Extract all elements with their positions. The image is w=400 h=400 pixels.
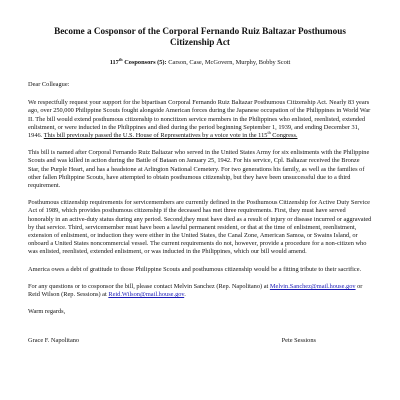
paragraph-intro-text: We respectfully request your support for the bipartisan Corporal Fernando Ruiz Baltazar Posthumous Citizenship Act. Nearly 83 years ago, over 250,000 Philippine Scouts fought alongside American forces during the Japanese occupation of the Philippines in World War II. The bill would extend posthumous citizenship to noncitizen service members in the Philippines who enlisted, reenlisted, extended enlistment, or were inducted in the Philippines and died during the period beginning September 1, 1939, and ending December 31, 1946. <box>28 99 371 140</box>
congress-number: 117 <box>109 58 119 66</box>
previous-passage-end: Congress. <box>270 132 298 140</box>
closing: Warm regards, <box>28 308 66 316</box>
page-title: Become a Cosponsor of the Corporal Fernando Ruiz Baltazar Posthumous Citizenship Act <box>54 26 346 48</box>
contact-text-before: For any questions or to cosponsor the bill, please contact Melvin Sanchez (Rep. Napolitano) at <box>28 282 270 290</box>
paragraph-gratitude: America owes a debt of gratitude to those Philippine Scouts and posthumous citizenship would be a fitting tribute to their sacrifice. <box>28 265 362 273</box>
previous-passage-note <box>43 129 298 140</box>
paragraph-contact <box>28 283 372 299</box>
paragraph-requirements: Posthumous citizenship requirements for servicemembers are currently defined in the Posthumous Citizenship for Active Duty Service Act of 1989, which provides posthumous citizenship if the deceased has met three requirements. First, they must have served honorably in an active-duty status during any period. Second,they must have died as a result of injury or disease incurred or aggravated by that service. Third, servicemember must have been a lawful permanent resident, or that at the time of enlistment, reenlistment, extension of enlistment, or induction they were either in the United States, the Canal Zone, American Samoa, or Swains Island, or onboard a United States noncommercial vessel. The current requirements do not, however, provide a procedure for a non-citizen who was enlisted, reenlisted, extended enlistment, or was inducted in the Philippines, which our bill would amend. <box>28 199 372 256</box>
previous-passage-text: This bill previously passed the U.S. House of Representatives by a voice vote in the 115 <box>43 132 268 140</box>
previous-passage-ordinal: th <box>267 129 271 135</box>
greeting: Dear Colleague: <box>28 81 70 89</box>
cosponsors-line <box>28 56 372 67</box>
contact-text-after: . <box>184 291 186 299</box>
email-link-wilson[interactable]: Reid.Wilson@mail.house.gov <box>108 291 185 299</box>
cosponsor-names: Carson, Case, McGovern, Murphy, Bobby Scott <box>168 58 291 66</box>
contact-text-middle: or Reid Wilson (Rep. Sessions) at <box>28 282 363 299</box>
cosponsors-label <box>109 56 167 66</box>
signature-left: Grace F. Napolitano <box>28 337 80 345</box>
email-link-sanchez[interactable]: Melvin.Sanchez@mail.house.gov <box>269 282 356 290</box>
congress-ordinal: th <box>118 56 123 62</box>
signature-block <box>28 337 372 345</box>
cosponsors-count-label: Cosponsors (5): <box>124 58 167 66</box>
signature-right: Pete Sessions <box>281 337 316 345</box>
paragraph-namesake: This bill is named after Corporal Fernando Ruiz Baltazar who served in the United States Army for six enlistments with the Philippine Scouts and was killed in action during the Battle of Bataan on January 25, 1942. For his service, Cpl. Baltazar received the Bronze Star, the Purple Heart, and has a headstone at Arlington National Cemetery. For two generations his family, as well as the families of other fallen Philippine Scouts, have attempted to obtain posthumous citizenship, but they have been unsuccessful due to a third requirement. <box>28 149 370 190</box>
paragraph-intro <box>28 99 372 140</box>
